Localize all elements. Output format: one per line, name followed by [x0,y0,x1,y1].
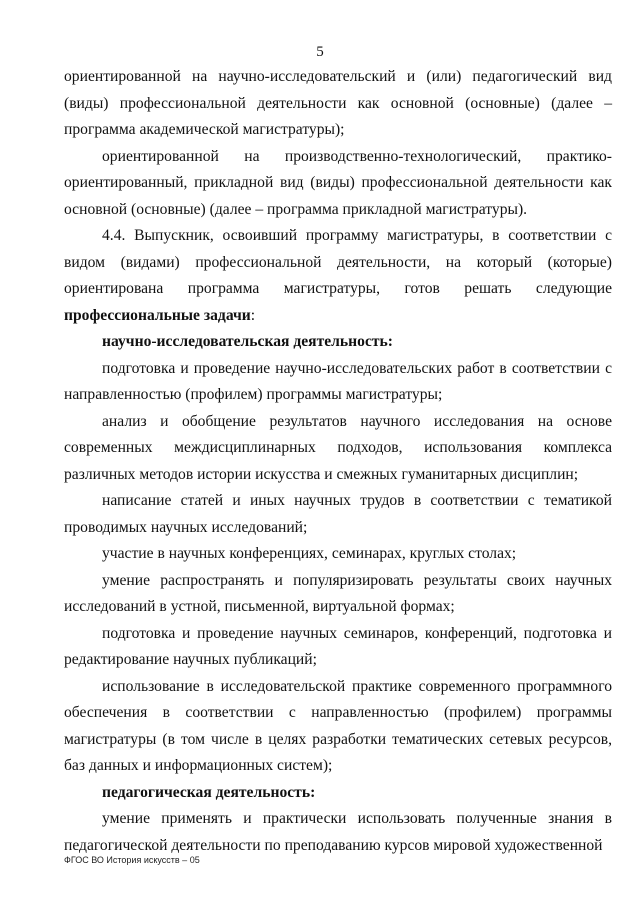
list-item-articles: написание статей и иных научных трудов в соответствии с тематикой проводимых научных исследований; [64,492,612,536]
list-item-research-works: подготовка и проведение научно-исследовательских работ в соответствии с направленностью (профилем) программы магистратуры; [64,359,612,403]
list-item-analysis: анализ и обобщение результатов научного исследования на основе современных междисциплинарных подходов, использования комплекса различных методов истории искусства и смежных гуманитарных дисциплин; [64,412,612,483]
paragraph-4-4-colon: : [250,306,256,324]
page-number: 5 [316,44,324,60]
list-item-software: использование в исследовательской практике современного программного обеспечения в соответствии с направленностью (профилем) программы магистратуры (в том числе в целях разработки тематических сетевых ресурсов, баз данных и информационных систем); [64,677,612,774]
footer-standard-code: ФГОС ВО История искусств – 05 [64,855,200,865]
document-body [64,64,612,859]
paragraph-4-4-text: 4.4. Выпускник, освоивший программу магистратуры, в соответствии с видом (видами) профессиональной деятельности, на который (которые) ориентирована программа магистратуры, готов решать следующие [64,227,612,297]
list-item-conferences: участие в научных конференциях, семинарах, круглых столах; [102,545,517,562]
paragraph-academic-master: ориентированной на научно-исследовательский и (или) педагогический вид (виды) профессиональной деятельности как основной (основные) (далее – программа академической магистратуры); [64,68,612,138]
paragraph-4-4 [64,223,612,329]
list-item-teaching: умение применять и практически использовать полученные знания в педагогической деятельности по преподаванию курсов мировой художественной [64,810,612,854]
paragraph-applied-master: ориентированной на производственно-технологический, практико-ориентированный, прикладной вид (виды) профессиональной деятельности как основной (основные) (далее – программа прикладной магистратуры). [64,147,612,218]
list-item-seminars: подготовка и проведение научных семинаров, конференций, подготовка и редактирование научных публикаций; [64,624,612,668]
heading-pedagogical-activity: педагогическая деятельность: [102,783,316,801]
list-item-popularize: умение распространять и популяризировать результаты своих научных исследований в устной, письменной, виртуальной формах; [64,571,612,615]
heading-research-activity: научно-исследовательская деятельность: [102,333,393,350]
professional-tasks-term: профессиональные задачи [64,306,251,324]
